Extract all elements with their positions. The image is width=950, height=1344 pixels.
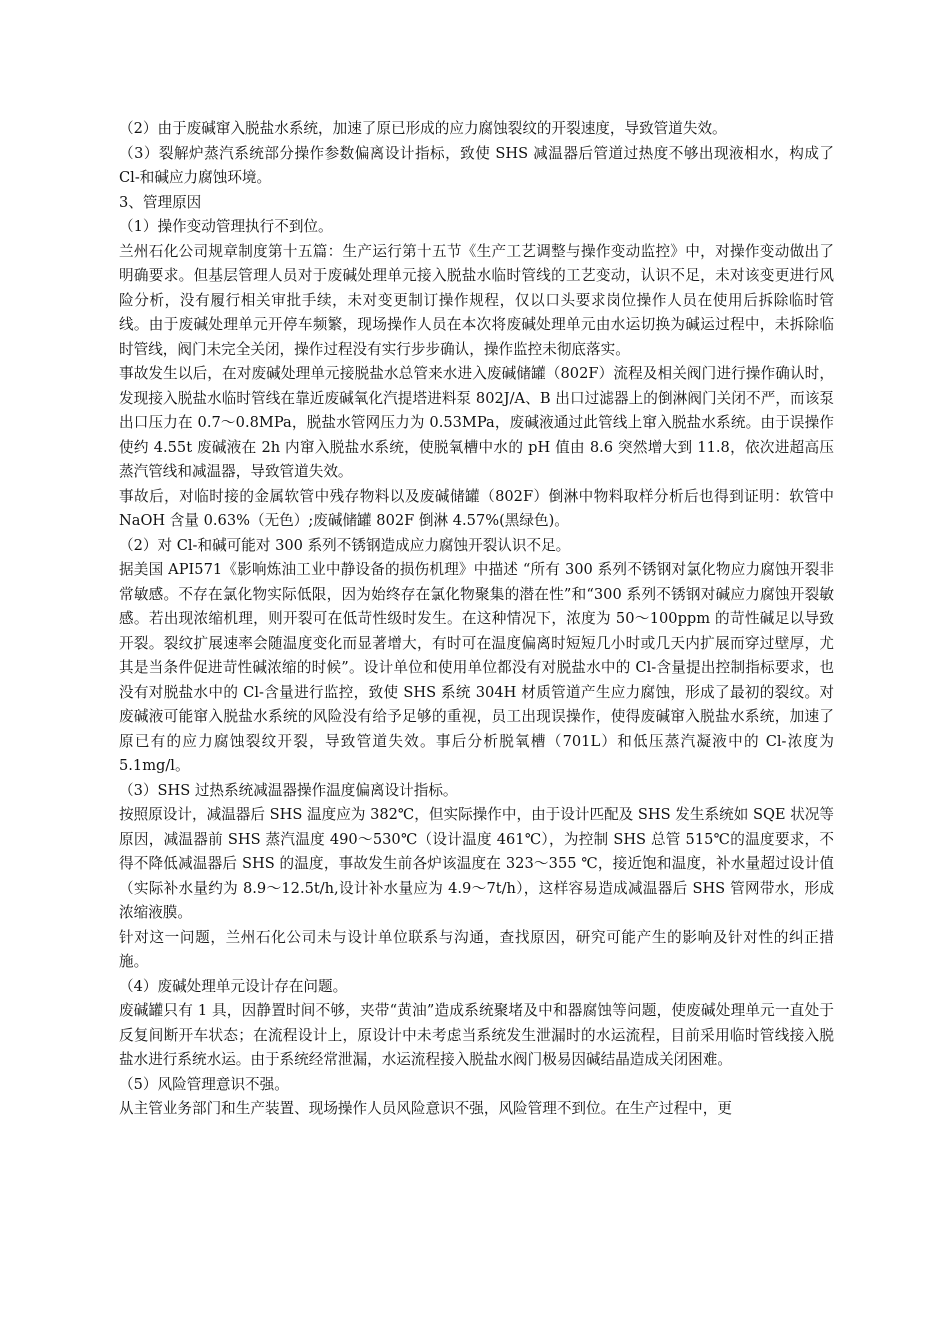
paragraph-cause-3: （3）裂解炉蒸汽系统部分操作参数偏离设计指标，致使 SHS 减温器后管道过热度不够出现液相水，构成了 Cl-和碱应力腐蚀环境。 bbox=[119, 144, 834, 186]
section-heading-management: 3、管理原因 bbox=[119, 193, 202, 211]
paragraph-design-temperature: 按照原设计，减温器后 SHS 温度应为 382℃，但实际操作中，由于设计匹配及 SHS 发生系统如 SQE 状况等原因，减温器前 SHS 蒸汽温度 490～530℃（设计温度 461℃），为控制 SHS 总管 515℃的温度要求，不得不降低减温器后 SHS 的温度，事故发生前各炉该温度在 323～355 ℃，接近饱和温度，补水量超过设计值（实际补水量约为 8.9～12.5t/h,设计补水量应为 4.9～7t/h），这样容易造成减温器后 SHS 管网带水，形成浓缩液膜。 bbox=[119, 806, 834, 921]
paragraph-post-accident-check: 事故发生以后，在对废碱处理单元接脱盐水总管来水进入废碱储罐（802F）流程及相关阀门进行操作确认时，发现接入脱盐水临时管线在靠近废碱氧化汽提塔进料泵 802J/A、B 出口过滤器上的倒淋阀门关闭不严，而该泵出口压力在 0.7～0.8MPa，脱盐水管网压力为 0.53MPa，废碱液通过此管线上窜入脱盐水系统。由于误操作使约 4.55t 废碱液在 2h 内窜入脱盐水系统，使脱氧槽中水的 pH 值由 8.6 突然增大到 11.8，依次进超高压蒸汽管线和减温器，导致管道失效。 bbox=[119, 365, 834, 480]
paragraph-risk-management: 从主管业务部门和生产装置、现场操作人员风险意识不强，风险管理不到位。在生产过程中，更 bbox=[119, 1100, 732, 1117]
subheading-risk-awareness: （5）风险管理意识不强。 bbox=[119, 1075, 289, 1093]
subheading-corrosion-awareness: （2）对 Cl-和碱可能对 300 系列不锈钢造成应力腐蚀开裂认识不足。 bbox=[119, 536, 571, 554]
paragraph-no-communication: 针对这一问题，兰州石化公司未与设计单位联系与沟通，查找原因，研究可能产生的影响及针对性的纠正措施。 bbox=[119, 928, 834, 970]
paragraph-caustic-tank: 废碱罐只有 1 具，因静置时间不够，夹带“黄油”造成系统聚堵及中和器腐蚀等问题，使废碱处理单元一直处于反复间断开车状态；在流程设计上，原设计中未考虑当系统发生泄漏时的水运流程，目前采用临时管线接入脱盐水进行系统水运。由于系统经常泄漏，水运流程接入脱盐水阀门极易因碱结晶造成关闭困难。 bbox=[119, 1002, 834, 1068]
document-body bbox=[119, 117, 834, 1122]
subheading-design-problem: （4）废碱处理单元设计存在问题。 bbox=[119, 977, 348, 995]
subheading-desuperheater: （3）SHS 过热系统减温器操作温度偏离设计指标。 bbox=[119, 781, 458, 799]
paragraph-api571: 据美国 API571《影响炼油工业中静设备的损伤机理》中描述 “所有 300 系列不锈钢对氯化物应力腐蚀开裂非常敏感。不存在氯化物实际低限，因为始终存在氯化物聚集的潜在性”和“300 系列不锈钢对碱应力腐蚀开裂敏感。若出现浓缩机理，则开裂可在低苛性级时发生。在这种情况下，浓度为 50～100ppm 的苛性碱足以导致开裂。裂纹扩展速率会随温度变化而显著增大，有时可在温度偏离时短短几小时或几天内扩展而穿过壁厚，尤其是当条件促进苛性碱浓缩的时候”。设计单位和使用单位都没有对脱盐水中的 Cl-含量提出控制指标要求，也没有对脱盐水中的 Cl-含量进行监控，致使 SHS 系统 304H 材质管道产生应力腐蚀，形成了最初的裂纹。对废碱液可能窜入脱盐水系统的风险没有给予足够的重视，员工出现误操作，使得废碱窜入脱盐水系统，加速了原已有的应力腐蚀裂纹开裂，导致管道失效。事后分析脱氧槽（701L）和低压蒸汽凝液中的 Cl-浓度为 5.1mg/l。 bbox=[119, 561, 834, 774]
paragraph-cause-2: （2）由于废碱窜入脱盐水系统，加速了原已形成的应力腐蚀裂纹的开裂速度，导致管道失效。 bbox=[119, 120, 727, 137]
paragraph-regulation: 兰州石化公司规章制度第十五篇：生产运行第十五节《生产工艺调整与操作变动监控》中，对操作变动做出了明确要求。但基层管理人员对于废碱处理单元接入脱盐水临时管线的工艺变动，认识不足，未对该变更进行风险分析，没有履行相关审批手续，未对变更制订操作规程，仅以口头要求岗位操作人员在使用后拆除临时管线。由于废碱处理单元开停车频繁，现场操作人员在本次将废碱处理单元由水运切换为碱运过程中，未拆除临时管线，阀门未完全关闭，操作过程没有实行步步确认，操作监控未彻底落实。 bbox=[119, 242, 834, 358]
subheading-change-management: （1）操作变动管理执行不到位。 bbox=[119, 218, 333, 235]
paragraph-sampling-analysis: 事故后，对临时接的金属软管中残存物料以及废碱储罐（802F）倒淋中物料取样分析后也得到证明：软管中 NaOH 含量 0.63%（无色）;废碱储罐 802F 倒淋 4.57%(黑绿色)。 bbox=[119, 487, 834, 529]
